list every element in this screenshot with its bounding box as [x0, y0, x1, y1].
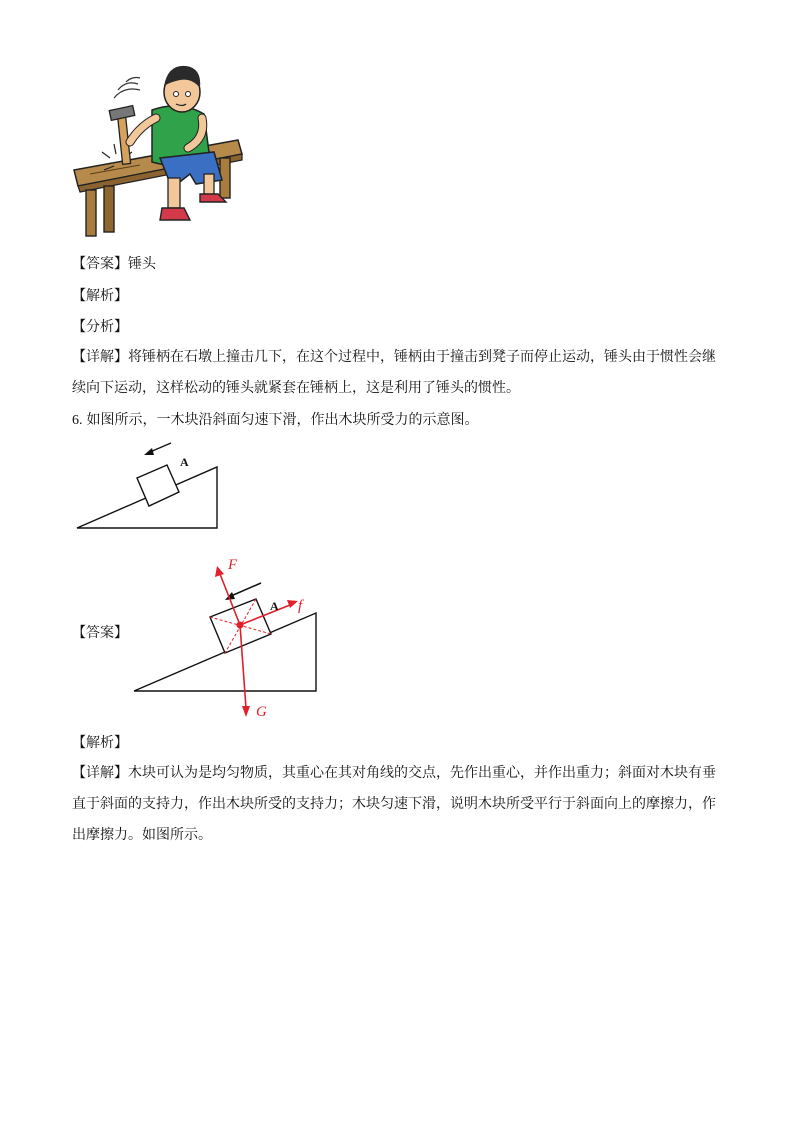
answer-tag: 【答案】 — [72, 625, 128, 641]
question-number: 6. — [72, 413, 83, 428]
detail-text: 将锤柄在石墩上撞击几下，在这个过程中，锤柄由于撞击到凳子而停止运动，锤头由于惯性会继续向下运动，这样松动的锤头就紧套在锤柄上，这是利用了锤头的惯性。 — [72, 349, 716, 396]
motion-arrow — [231, 583, 261, 596]
detail-tag: 【详解】 — [72, 349, 128, 365]
analysis-line-q5 — [72, 286, 128, 306]
answer-line-q5 — [72, 254, 156, 274]
detail-text: 木块可认为是均匀物质，其重心在其对角线的交点，先作出重心，并作出重力；斜面对木块有垂直于斜面的支持力，作出木块所受的支持力；木块匀速下滑，说明木块所受平行于斜面向上的摩擦力，作出摩擦力。如图所示。 — [72, 765, 716, 843]
force-G-label: G — [256, 704, 267, 720]
normal-force-arrowhead — [215, 566, 224, 577]
question-6 — [72, 410, 479, 431]
fenxi-line-q5 — [72, 317, 128, 337]
detail-paragraph-q6 — [72, 758, 724, 851]
friction-arrowhead — [287, 600, 298, 608]
force-F-label: F — [228, 557, 238, 573]
force-diagram-answer — [128, 552, 324, 724]
detail-paragraph-q5 — [72, 342, 724, 404]
question-text: 如图所示，一木块沿斜面匀速下滑，作出木块所受力的示意图。 — [86, 412, 479, 428]
analysis-tag: 【解析】 — [72, 735, 128, 751]
analysis-line-q6 — [72, 733, 128, 753]
answer-tag: 【答案】 — [72, 256, 128, 272]
answer-text: 锤头 — [128, 256, 156, 272]
incline-figure-question — [72, 440, 222, 534]
motion-arrowhead — [144, 448, 154, 455]
hammer-boy-illustration — [70, 62, 246, 240]
block-label: A — [180, 455, 189, 469]
answer-line-q6 — [72, 623, 128, 643]
motion-arrow — [150, 443, 171, 452]
analysis-tag: 【解析】 — [72, 288, 128, 304]
fenxi-tag: 【分析】 — [72, 319, 128, 335]
block-label: A — [270, 599, 279, 613]
gravity-arrowhead — [242, 706, 250, 717]
detail-tag: 【详解】 — [72, 765, 128, 781]
force-f-label: f — [298, 598, 303, 614]
